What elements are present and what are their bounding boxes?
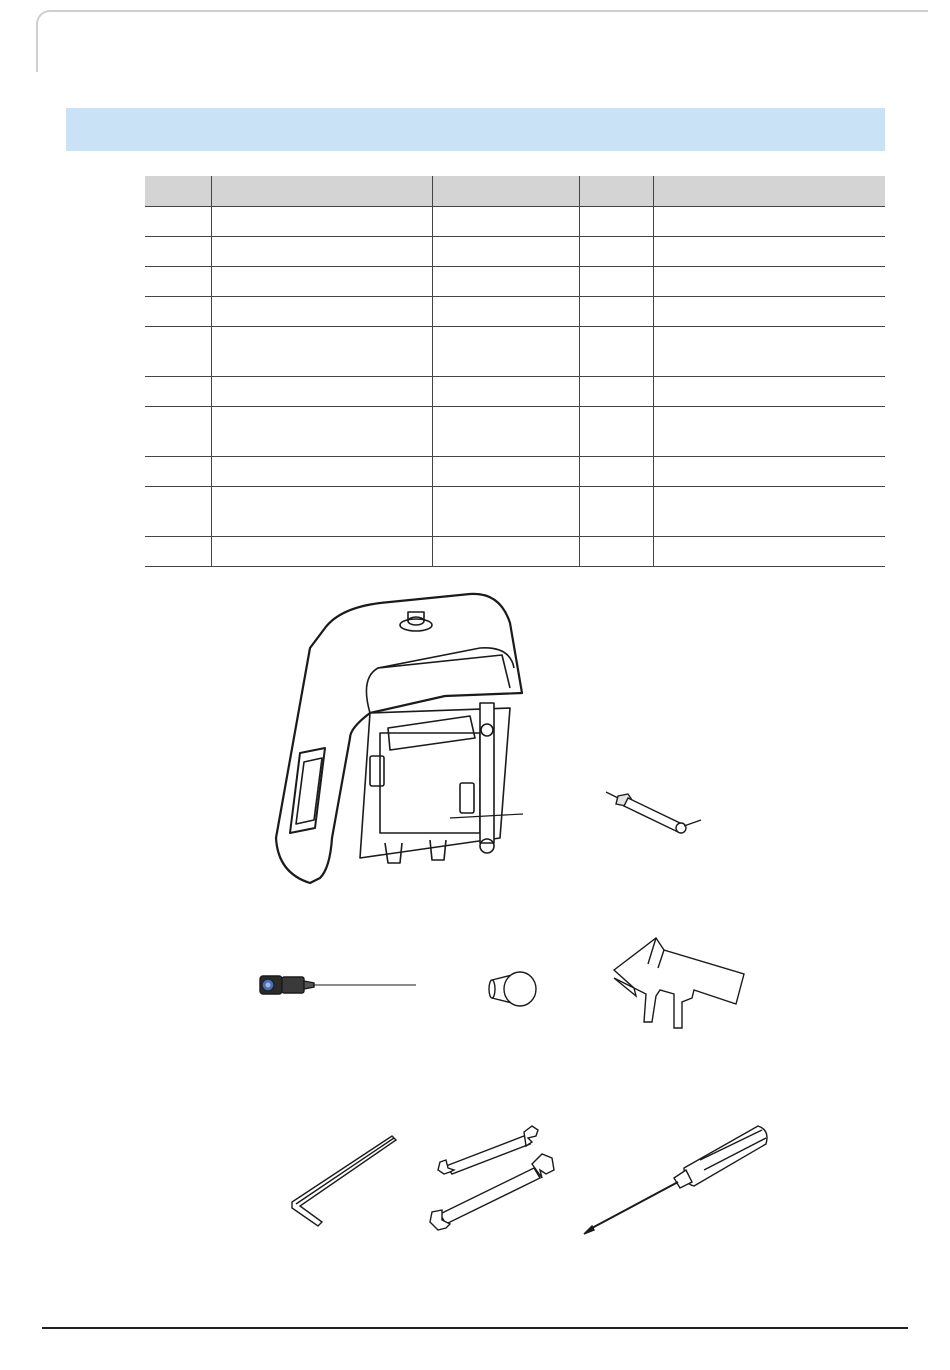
table-cell [432,267,579,297]
table-cell [145,327,211,377]
table-cell [653,267,885,297]
table-cell [653,537,885,567]
table-cell [211,267,432,297]
table-cell [579,297,653,327]
table-cell [579,207,653,237]
header-cell [432,176,579,207]
table-cell [432,237,579,267]
header-cell [145,176,211,207]
table-cell [211,327,432,377]
table-row [145,207,885,237]
table-cell [432,407,579,457]
table-cell [145,267,211,297]
table-row [145,537,885,567]
main-unit-illustration [270,588,540,888]
table-cell [579,237,653,267]
table-cell [579,537,653,567]
screwdriver-illustration [580,1120,780,1240]
table-header-row [145,176,885,207]
table-cell [145,377,211,407]
table-cell [432,297,579,327]
table-row [145,407,885,457]
table-cell [653,297,885,327]
table-cell [579,327,653,377]
table-cell [432,377,579,407]
table-row [145,237,885,267]
table-cell [145,487,211,537]
table-cell [211,537,432,567]
table-cell [145,297,211,327]
table-row [145,327,885,377]
table-cell [653,237,885,267]
probe-illustration [598,784,708,844]
table-row [145,487,885,537]
table-cell [145,537,211,567]
header-cell [653,176,885,207]
table-cell [579,267,653,297]
table-cell [432,207,579,237]
table-cell [653,327,885,377]
table-cell [211,457,432,487]
table-cell [145,237,211,267]
table-cell [579,407,653,457]
parts-table [145,176,885,567]
table-cell [653,487,885,537]
table-cell [579,457,653,487]
table-cell [653,207,885,237]
table-cell [211,377,432,407]
header-cell [211,176,432,207]
parts-table-body [145,207,885,567]
table-cell [432,487,579,537]
table-cell [211,237,432,267]
wrenches-illustration [428,1118,564,1234]
table-row [145,457,885,487]
table-cell [432,327,579,377]
table-row [145,297,885,327]
hex-key-illustration [276,1130,400,1230]
table-cell [145,207,211,237]
table-cell [432,537,579,567]
table-cell [579,487,653,537]
table-cell [653,407,885,457]
footer-rule [42,1327,908,1329]
table-cell [211,297,432,327]
cap-illustration [486,966,542,1012]
table-cell [653,457,885,487]
table-cell [145,407,211,457]
table-cell [145,457,211,487]
table-cell [211,407,432,457]
header-cell [579,176,653,207]
table-cell [579,377,653,407]
table-cell [211,207,432,237]
page-frame [36,10,928,72]
table-cell [653,377,885,407]
tube-fitting-illustration [250,970,420,1000]
table-row [145,267,885,297]
table-cell [432,457,579,487]
bracket-plate-illustration [604,932,754,1034]
table-cell [211,487,432,537]
table-row [145,377,885,407]
section-banner [66,108,885,151]
